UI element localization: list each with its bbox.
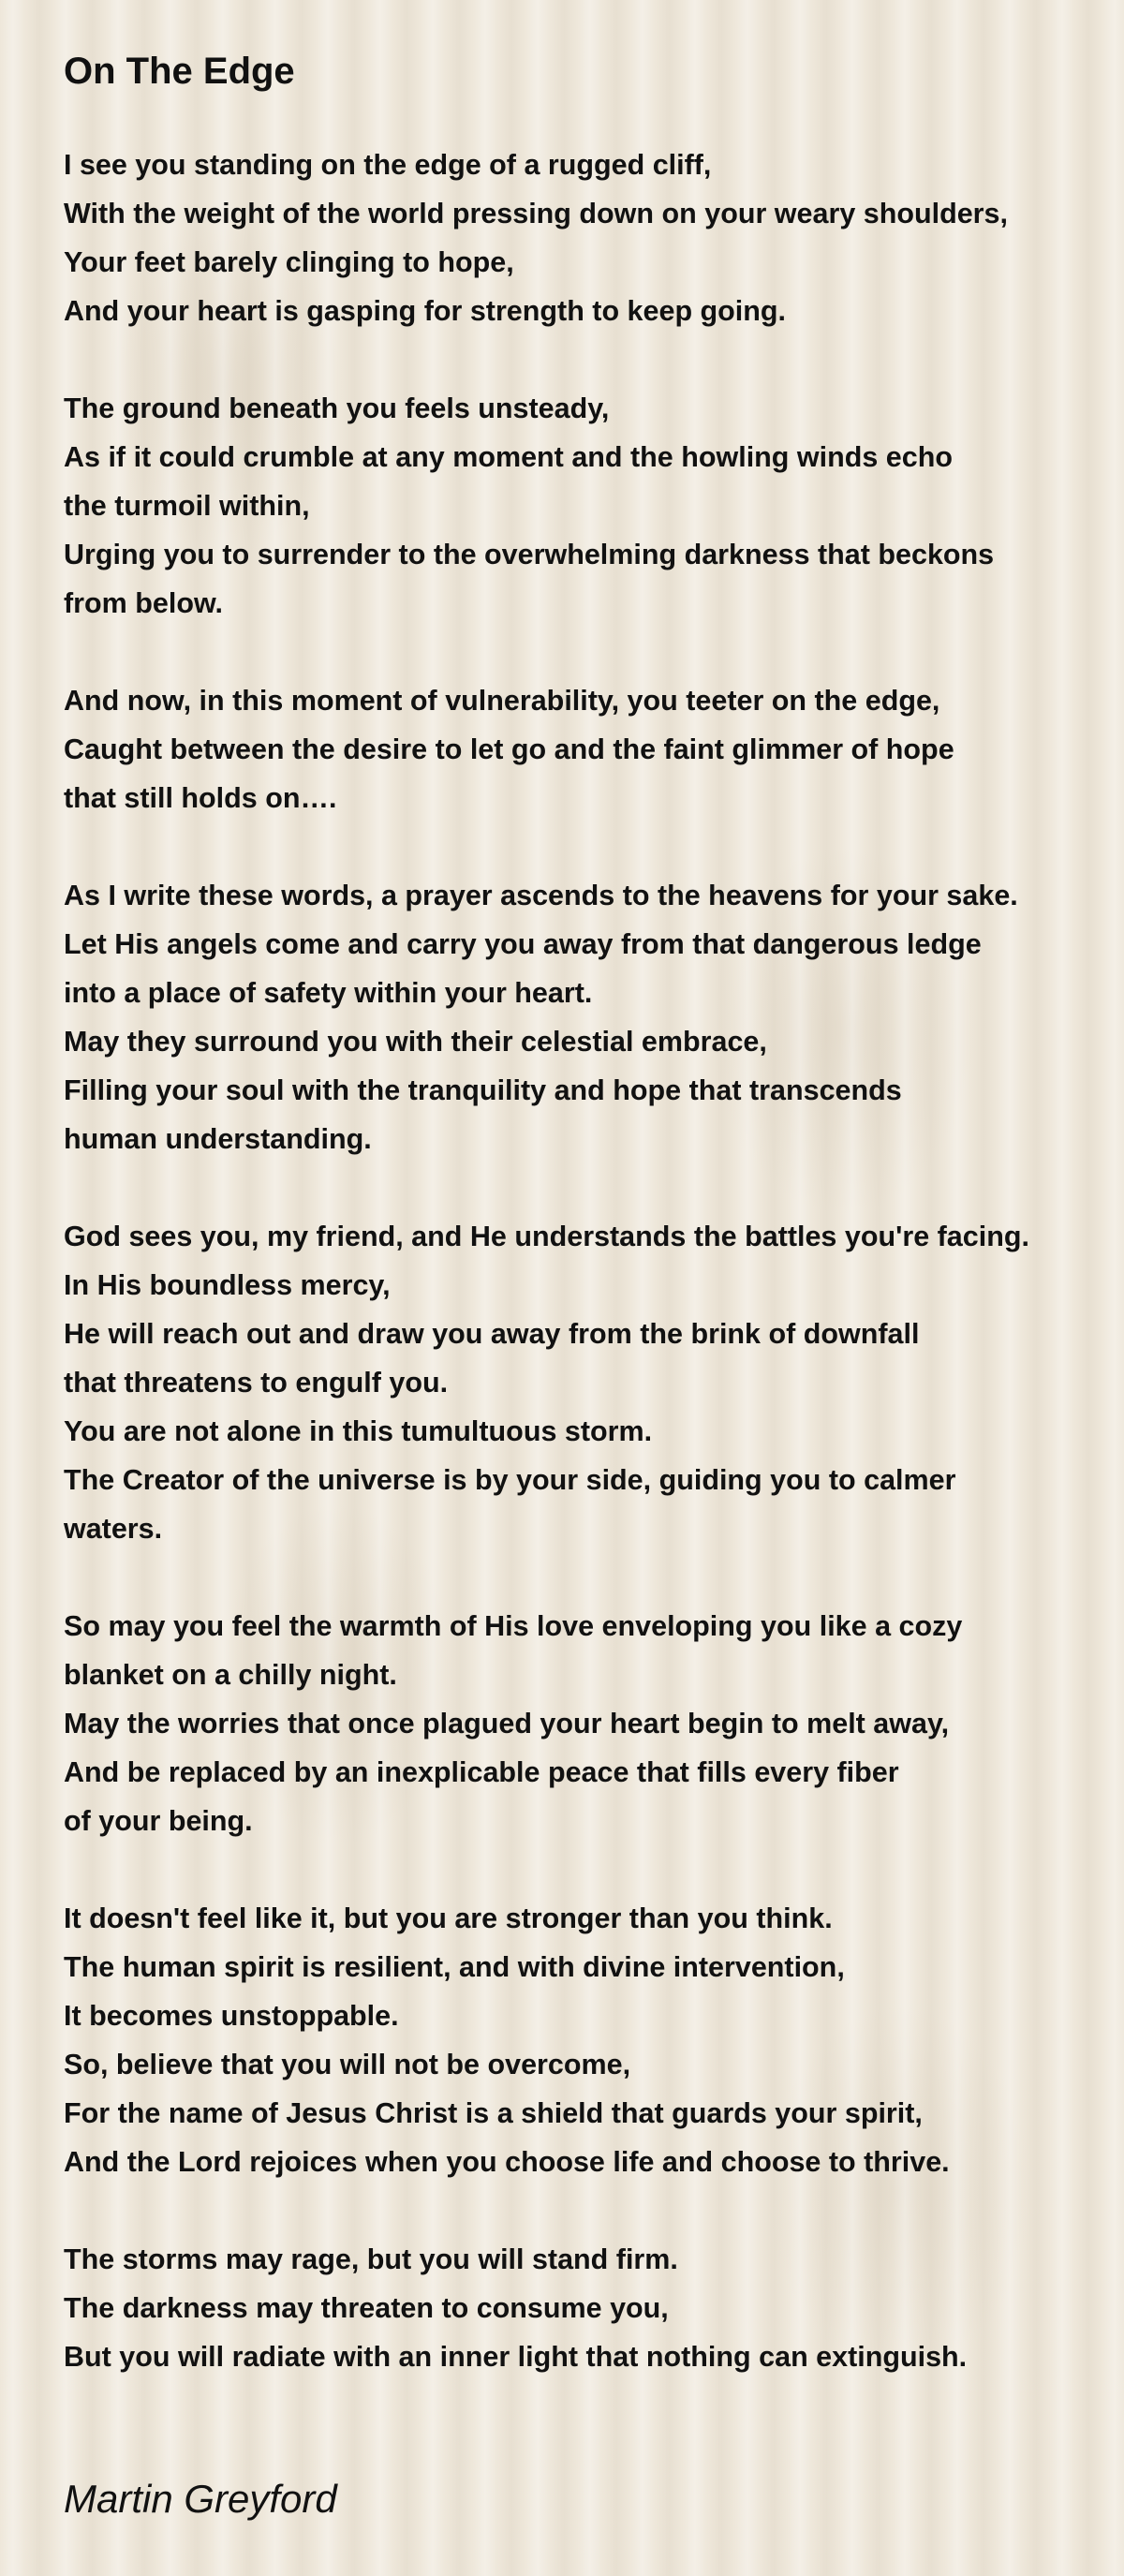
poem-line: The human spirit is resilient, and with divine intervention, <box>64 1951 845 1983</box>
poem-line: So, believe that you will not be overcome, <box>64 2049 631 2080</box>
poem-line: that threatens to engulf you. <box>64 1367 449 1399</box>
poem-line: It becomes unstoppable. <box>64 2000 399 2032</box>
poem-line: God sees you, my friend, and He understands the battles you're facing. <box>64 1221 1029 1252</box>
poem-line: You are not alone in this tumultuous storm. <box>64 1415 653 1447</box>
poem-line: It doesn't feel like it, but you are stronger than you think. <box>64 1902 833 1934</box>
poem-line: The Creator of the universe is by your side, guiding you to calmer <box>64 1464 956 1496</box>
poem-line: the turmoil within, <box>64 490 310 522</box>
poem-author: Martin Greyford <box>64 2477 337 2521</box>
stanza <box>64 384 1124 628</box>
poem-line: As if it could crumble at any moment and the howling winds echo <box>64 441 953 473</box>
poem-line: May the worries that once plagued your heart begin to melt away, <box>64 1708 950 1740</box>
poem-line: that still holds on…. <box>64 782 337 814</box>
stanza <box>64 1602 1124 1845</box>
poem-line: I see you standing on the edge of a rugged cliff, <box>64 149 712 181</box>
poem-line: And now, in this moment of vulnerability, you teeter on the edge, <box>64 685 940 717</box>
poem-line: In His boundless mercy, <box>64 1269 391 1301</box>
poem-line: from below. <box>64 587 224 619</box>
poem-line: But you will radiate with an inner light that nothing can extinguish. <box>64 2341 968 2373</box>
poem-line: And the Lord rejoices when you choose life and choose to thrive. <box>64 2146 950 2178</box>
poem-line: So may you feel the warmth of His love enveloping you like a cozy <box>64 1610 963 1642</box>
poem-line: With the weight of the world pressing down on your weary shoulders, <box>64 198 1008 229</box>
poem-line: Your feet barely clinging to hope, <box>64 246 514 278</box>
poem-line: Let His angels come and carry you away from that dangerous ledge <box>64 928 982 960</box>
poem-line: And be replaced by an inexplicable peace that fills every fiber <box>64 1756 899 1788</box>
stanza <box>64 676 1124 822</box>
poem-line: The ground beneath you feels unsteady, <box>64 392 610 424</box>
poem-line: Urging you to surrender to the overwhelming darkness that beckons <box>64 539 995 570</box>
stanza <box>64 1894 1124 2186</box>
poem-line: Filling your soul with the tranquility and hope that transcends <box>64 1074 902 1106</box>
poem-line: He will reach out and draw you away from the brink of downfall <box>64 1318 920 1350</box>
poem-line: The storms may rage, but you will stand firm. <box>64 2243 678 2275</box>
poem-line: As I write these words, a prayer ascends to the heavens for your sake. <box>64 880 1018 911</box>
stanza <box>64 1212 1124 1553</box>
poem-line: The darkness may threaten to consume you, <box>64 2292 669 2324</box>
stanza <box>64 871 1124 1163</box>
poem-line: blanket on a chilly night. <box>64 1659 397 1691</box>
poem-line: Caught between the desire to let go and the faint glimmer of hope <box>64 733 954 765</box>
poem-line: human understanding. <box>64 1123 372 1155</box>
stanza <box>64 2235 1124 2381</box>
stanza <box>64 141 1124 335</box>
poem-title: On The Edge <box>64 51 295 92</box>
poem-line: May they surround you with their celestial embrace, <box>64 1026 767 1058</box>
poem-line: waters. <box>64 1513 163 1545</box>
poem-body <box>64 141 1124 2381</box>
poem-line: And your heart is gasping for strength to keep going. <box>64 295 787 327</box>
poem-line: into a place of safety within your heart. <box>64 977 593 1009</box>
poem-line: For the name of Jesus Christ is a shield that guards your spirit, <box>64 2097 923 2129</box>
poem-line: of your being. <box>64 1805 253 1837</box>
